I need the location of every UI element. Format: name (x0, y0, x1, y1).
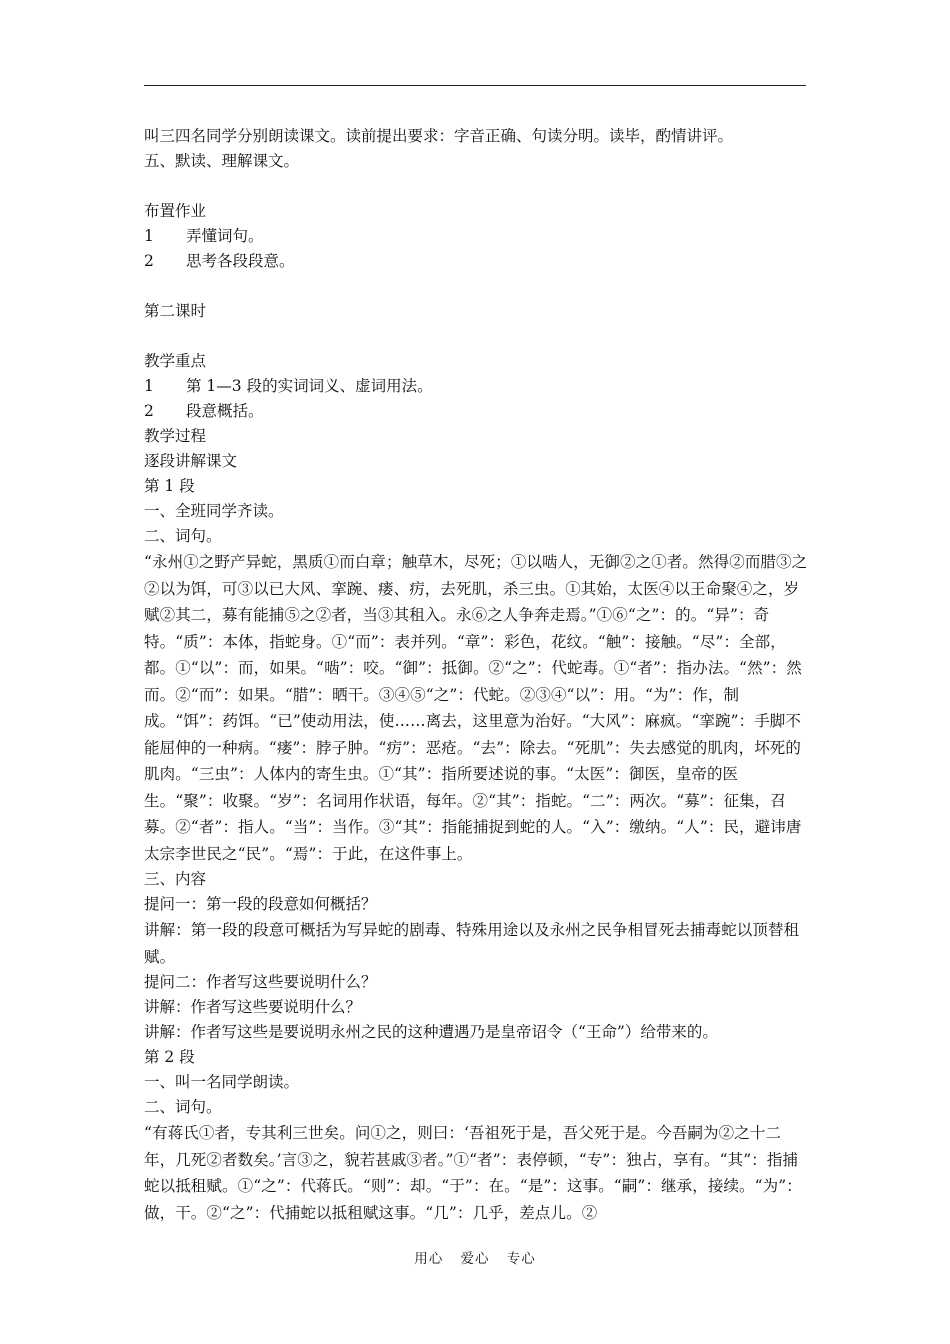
item-number: 1 (144, 377, 154, 395)
answer-line: 讲解：作者写这些是要说明永州之民的这种遭遇乃是皇帝诏令（“王命”）给带来的。 (144, 1023, 718, 1041)
answer-paragraph: 讲解：第一段的段意可概括为写异蛇的剧毒、特殊用途以及永州之民争相冒死去捕毒蛇以顶替租赋。 (144, 921, 800, 966)
step-line: 二、词句。 (144, 527, 222, 545)
step-line: 三、内容 (144, 870, 207, 888)
homework-item (144, 249, 810, 274)
homework-title: 布置作业 (144, 202, 207, 220)
segment-title: 第 2 段 (144, 1048, 195, 1066)
homework-item (144, 224, 810, 249)
segment-title: 第 1 段 (144, 477, 195, 495)
item-text: 弄懂词句。 (186, 227, 264, 245)
focus-item (144, 374, 810, 399)
text-line: 叫三四名同学分别朗读课文。读前提出要求：字音正确、句读分明。读毕，酌情讲评。 (144, 127, 734, 145)
item-text: 第 1—3 段的实词词义、虚词用法。 (186, 377, 433, 395)
item-text: 段意概括。 (186, 402, 264, 420)
focus-item (144, 399, 810, 424)
section-heading: 五、默读、理解课文。 (144, 152, 300, 170)
explain-title: 逐段讲解课文 (144, 452, 238, 470)
annotation-paragraph: “永州①之野产异蛇，黑质①而白章；触草木，尽死；①以啮人，无御②之①者。然得②而腊③之②以为饵，可③以已大风、挛踠、瘘、疠，去死肌，杀三虫。①其始，太医④以王命聚④之，岁赋②其二，募有能捕⑤之②者，当③其租入。永⑥之人争奔走焉。”①⑥“之”：的。“异”：奇特。“质”：本体，指蛇身。①“而”：表并列。“章”：彩色，花纹。“触”：接触。“尽”：全部，都。①“以”：而，如果。“啮”：咬。“御”：抵御。②“之”：代蛇毒。①“者”：指办法。“然”：然而。②“而”：如果。“腊”：晒干。③④⑤“之”：代蛇。②③④“以”：用。“为”：作，制成。“饵”：药饵。“已”使动用法，使……离去，这里意为治好。“大风”：麻疯。“挛踠”：手脚不能屈伸的一种病。“瘘”：脖子肿。“疠”：恶疮。“去”：除去。“死肌”：失去感觉的肌肉，坏死的肌肉。“三虫”：人体内的寄生虫。①“其”：指所要述说的事。“太医”：御医，皇帝的医生。“聚”：收聚。“岁”：名词用作状语，每年。②“其”：指蛇。“二”：两次。“募”：征集，召募。②“者”：指人。“当”：当作。③“其”：指能捕捉到蛇的人。“入”：缴纳。“人”：民，避讳唐太宗李世民之“民”。“焉”：于此，在这件事上。 (144, 553, 808, 863)
process-title: 教学过程 (144, 427, 207, 445)
lesson-title: 第二课时 (144, 302, 207, 320)
step-line: 一、全班同学齐读。 (144, 502, 284, 520)
question-line: 提问二：作者写这些要说明什么？ (144, 973, 377, 991)
step-line: 一、叫一名同学朗读。 (144, 1073, 300, 1091)
item-number: 1 (144, 227, 154, 245)
item-number: 2 (144, 252, 154, 270)
item-text: 思考各段段意。 (186, 252, 295, 270)
answer-line: 讲解：作者写这些要说明什么？ (144, 998, 362, 1016)
focus-title: 教学重点 (144, 352, 207, 370)
document-body (144, 124, 810, 1226)
annotation-paragraph: “有蒋氏①者，专其利三世矣。问①之，则曰：‘吾祖死于是，吾父死于是。今吾嗣为②之十二年，几死②者数矣。’言③之，貌若甚戚③者。”①“者”：表停顿，“专”：独占，享有。“其”：指捕蛇以抵租赋。①“之”：代蒋氏。“则”：却。“于”：在。“是”：这事。“嗣”：继承，接续。“为”：做，干。②“之”：代捕蛇以抵租赋这事。“几”：几乎，差点儿。② (144, 1124, 802, 1222)
item-number: 2 (144, 402, 154, 420)
page-footer: 用心 爱心 专心 (414, 1251, 536, 1267)
question-line: 提问一：第一段的段意如何概括？ (144, 895, 377, 913)
header-rule (144, 85, 806, 86)
step-line: 二、词句。 (144, 1098, 222, 1116)
